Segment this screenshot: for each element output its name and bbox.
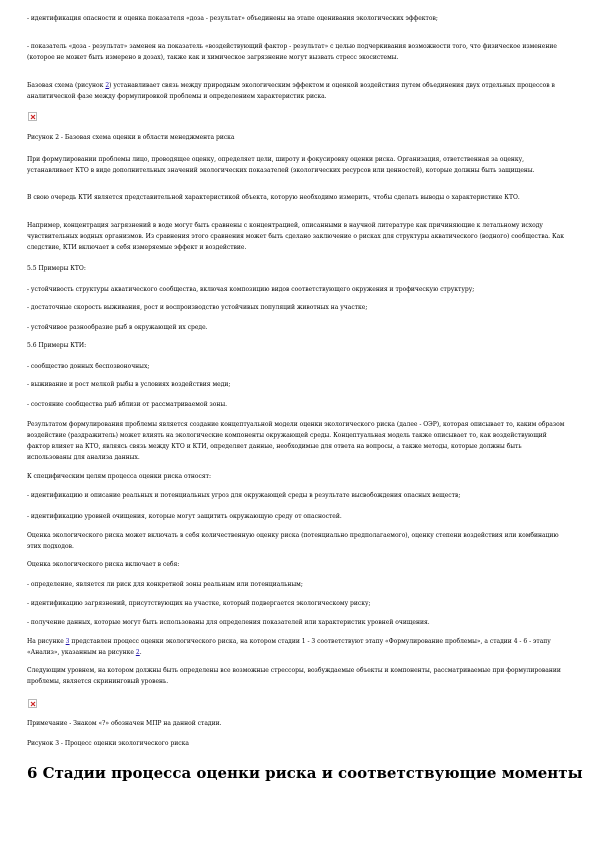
figure-3-text-end: . xyxy=(139,649,142,656)
list-item: - определение, является ли риск для конкретной зоны реальным или потенциальным; xyxy=(27,581,303,588)
list-item: - идентификацию загрязнений, присутствующих на участке, который подвергается экологическому риску; xyxy=(27,600,371,607)
heading-kti-examples: 5.6 Примеры КТИ: xyxy=(27,342,87,349)
figure-3-note: Примечание - Знаком «?» обозначен МПР на данной стадии. xyxy=(27,720,222,727)
list-item: - выживание и рост мелкой рыбы в условиях воздействия меди; xyxy=(27,381,231,388)
paragraph-figure-3-description xyxy=(27,636,567,658)
list-item: - устойчивое разнообразие рыб в окружающей их среде. xyxy=(27,324,208,331)
paragraph-problem-formulation: При формулировании проблемы лицо, проводящее оценку, определяет цели, широту и фокусировку оценки риска. Организация, ответственная за оценку, устанавливает КТО в виде дополнительных значений экологических показателей (экологических ресурсов или ценностей), которые должны быть защищены. xyxy=(27,156,535,174)
paragraph-dose-response: - показатель «доза - результат» заменен на показатель «воздействующий фактор - результат» с целью подчеркивания возможности того, что физическое изменение (которое не может быть измерено в дозах), также как и химическое загрязнение могут вызвать стресс экосистемы. xyxy=(27,43,557,61)
paragraph-conceptual-model: Результатом формулирования проблемы является создание концептуальной модели оценки экологического риска (далее - ОЭР), которая описывает то, каким образом воздействие (раздражитель) может влиять на экологические компоненты окружающей среды. Концептуальная модель также описывает то, как воздействующий фактор влияет на КТО, являясь связь между КТО и КТИ, определяет данные, необходимые для ответа на вопросы, а также методы, которые должны быть использованы для анализа данных. xyxy=(27,421,565,461)
paragraph-base-scheme xyxy=(27,80,567,102)
paragraph-example-concentration: Например, концентрация загрязнений в воде могут быть сравнены с концентрацией, описанными в научной литературе как причиняющие к летальному исходу чувствительных водных организмов. Из сравнения этого сравнения может быть сделано заключение о рисках для структуры акватического (водного) сообщества. Как следствие, КТИ включает в себя измеряемые эффект и воздействие. xyxy=(27,222,564,251)
heading-kto-examples: 5.5 Примеры КТО: xyxy=(27,265,86,272)
paragraph-risk-includes: Оценка экологического риска включает в себя: xyxy=(27,561,180,568)
list-item: - сообщество донных беспозвоночных; xyxy=(27,363,150,370)
paragraph-identification: - идентификация опасности и оценка показателя «доза - результат» объединены на этапе оценивания экологических эффектов; xyxy=(27,15,438,22)
list-item: - идентификацию уровней очищения, которые могут защитить окружающую среду от опасностей. xyxy=(27,513,342,520)
figure-3-text-middle: представлен процесс оценки экологического риска, на котором стадии 1 - 3 соответствуют этапу «Формулирование проблемы», а стадии 4 - 6 - этапу «Анализ», указанным на рисунке xyxy=(27,638,551,656)
paragraph-kti-definition: В свою очередь КТИ является представительной характеристикой объекта, которую необходимо измерить, чтобы сделать выводы о характеристике КТО. xyxy=(27,194,520,201)
list-item: - состояние сообщества рыб вблизи от рассматриваемой зоны. xyxy=(27,401,228,408)
section-heading: 6 Стадии процесса оценки риска и соответствующие моменты xyxy=(27,764,583,782)
figure-2-caption: Рисунок 2 - Базовая схема оценки в области менеджмента риска xyxy=(27,134,235,141)
paragraph-specific-goals: К специфическим целям процесса оценки риска относят: xyxy=(27,473,212,480)
base-scheme-text-end: ) устанавливает связь между природным экологическим эффектом и оценкой воздействия путем объединения двух отдельных процессов в аналитической фазе между формулировкой проблемы и определением характеристик риска. xyxy=(27,82,555,100)
list-item: - достаточные скорость выживания, рост и воспроизводство устойчивых популяций животных на участке; xyxy=(27,304,368,311)
paragraph-screening-level: Следующим уровнем, на котором должны быть определены все возможные стрессоры, возбуждаемые объекты и компоненты, рассматриваемые при формулировании проблемы, является скрининговый уровень. xyxy=(27,667,561,685)
figure-2-link[interactable]: 2 xyxy=(105,82,110,89)
figure-3-text-start: На рисунке xyxy=(27,638,64,645)
list-item: - получение данных, которые могут быть использованы для определения показателей или характеристик уровней очищения. xyxy=(27,619,430,626)
list-item: - устойчивость структуры акватического сообщества, включая композицию видов соответствующего окружения и трофическую структуру; xyxy=(27,286,475,293)
broken-image-icon xyxy=(28,699,37,708)
paragraph-risk-assessment: Оценка экологического риска может включать в себя количественную оценку риска (потенциально предполагаемого), оценку степени воздействия или комбинацию этих подходов. xyxy=(27,532,559,550)
broken-image-icon xyxy=(28,112,37,121)
figure-3-link[interactable]: 3 xyxy=(65,638,70,645)
base-scheme-text-start: Базовая схема (рисунок xyxy=(27,82,104,89)
figure-3-caption: Рисунок 3 - Процесс оценки экологического риска xyxy=(27,740,189,747)
figure-2-link[interactable]: 2 xyxy=(135,649,140,656)
list-item: - идентификацию и описание реальных и потенциальных угроз для окружающей среды в результате высвобождения опасных веществ; xyxy=(27,492,461,499)
